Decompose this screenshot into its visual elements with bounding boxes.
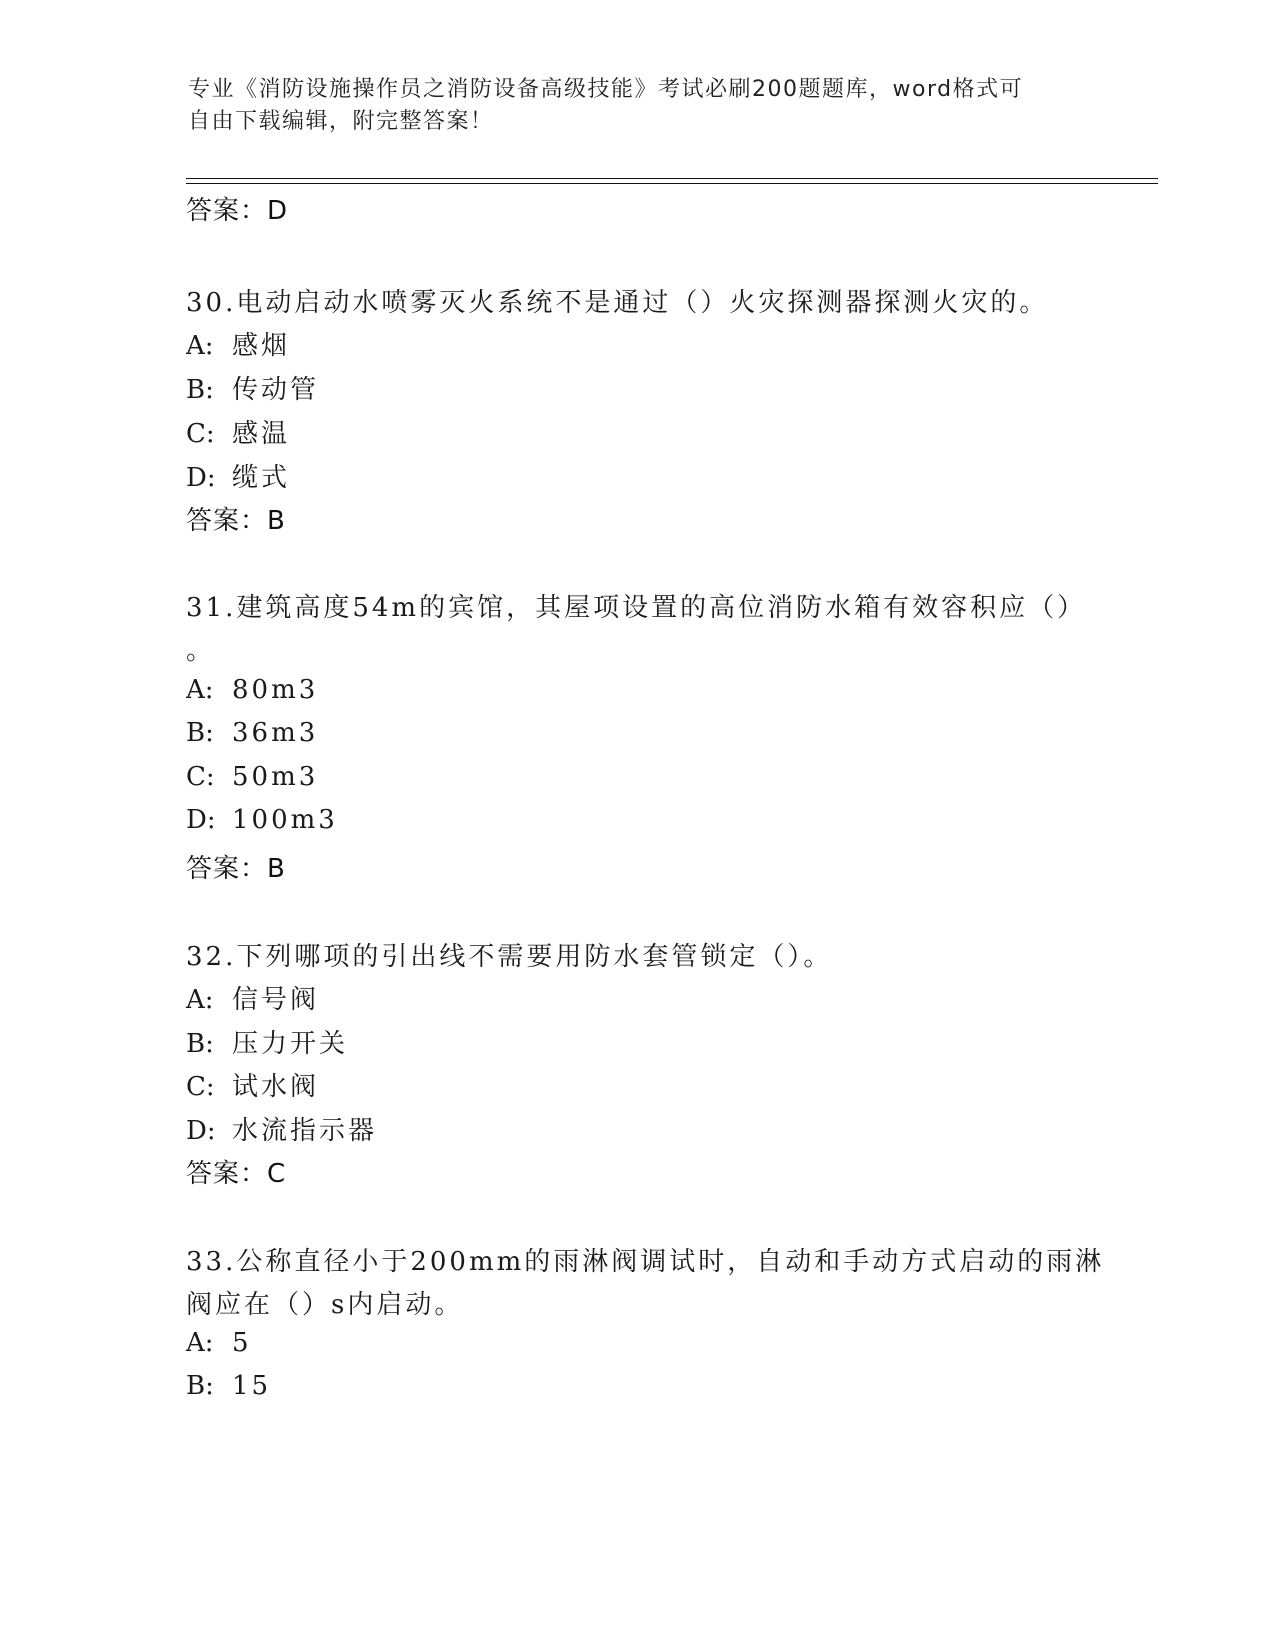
question-stem-continued: 。 [186, 636, 216, 666]
option-text: 5 [232, 1328, 252, 1358]
answer-line: 答案：B [186, 506, 286, 536]
option-item [186, 675, 318, 705]
option-item [186, 413, 290, 450]
option-label: A: [186, 1328, 214, 1358]
option-text: 压力开关 [232, 1029, 349, 1059]
option-text: 100m3 [232, 805, 338, 835]
option-item [186, 369, 319, 406]
option-label: D: [186, 805, 216, 835]
question-stem: 30.电动启动水喷雾灭火系统不是通过（）火灾探测器探测火灾的。 [186, 288, 1049, 318]
option-text: 50m3 [232, 762, 319, 792]
option-label: B: [186, 375, 214, 405]
option-text: 缆式 [232, 463, 291, 493]
option-text: 感烟 [232, 331, 291, 361]
option-label: C: [186, 1072, 215, 1102]
header-divider-bottom [186, 183, 1158, 184]
option-text: 15 [232, 1371, 272, 1401]
option-label: A: [186, 675, 214, 705]
header-divider-top [186, 178, 1158, 179]
answer-line: 答案：B [186, 854, 286, 884]
option-text: 水流指示器 [232, 1116, 378, 1146]
question-stem: 31.建筑高度54m的宾馆，其屋项设置的高位消防水箱有效容积应（） [186, 593, 1087, 623]
option-label: C: [186, 762, 215, 792]
option-item [186, 718, 318, 748]
page-header [188, 74, 1068, 138]
option-label: B: [186, 1371, 214, 1401]
option-item [186, 1066, 319, 1103]
question-stem: 32.下列哪项的引出线不需要用防水套管锁定（）。 [186, 942, 833, 972]
question-stem-continued: 阀应在（）s内启动。 [186, 1290, 464, 1320]
option-label: C: [186, 419, 215, 449]
option-label: D: [186, 463, 216, 493]
option-text: 试水阀 [232, 1072, 320, 1102]
option-item [186, 1023, 348, 1060]
option-text: 感温 [232, 419, 291, 449]
option-label: A: [186, 331, 214, 361]
answer-line: 答案：C [186, 1159, 287, 1189]
option-item [186, 1371, 271, 1401]
option-text: 信号阀 [232, 985, 320, 1015]
answer-line: 答案：D [186, 196, 289, 226]
option-item [186, 325, 290, 362]
option-label: B: [186, 1029, 214, 1059]
header-line-2: 自由下载编辑，附完整答案！ [188, 109, 494, 134]
option-item [186, 1110, 377, 1147]
option-text: 80m3 [232, 675, 319, 705]
option-label: B: [186, 718, 214, 748]
option-text: 36m3 [232, 718, 319, 748]
option-item [186, 457, 290, 494]
option-label: A: [186, 985, 214, 1015]
option-item [186, 1328, 252, 1358]
option-item [186, 805, 338, 835]
option-text: 传动管 [232, 375, 320, 405]
header-line-1: 专业《消防设施操作员之消防设备高级技能》考试必刷200题题库，word格式可 [188, 77, 1024, 102]
option-item [186, 762, 318, 792]
option-item [186, 979, 319, 1016]
option-label: D: [186, 1116, 216, 1146]
question-stem: 33.公称直径小于200mm的雨淋阀调试时，自动和手动方式启动的雨淋 [186, 1247, 1105, 1277]
